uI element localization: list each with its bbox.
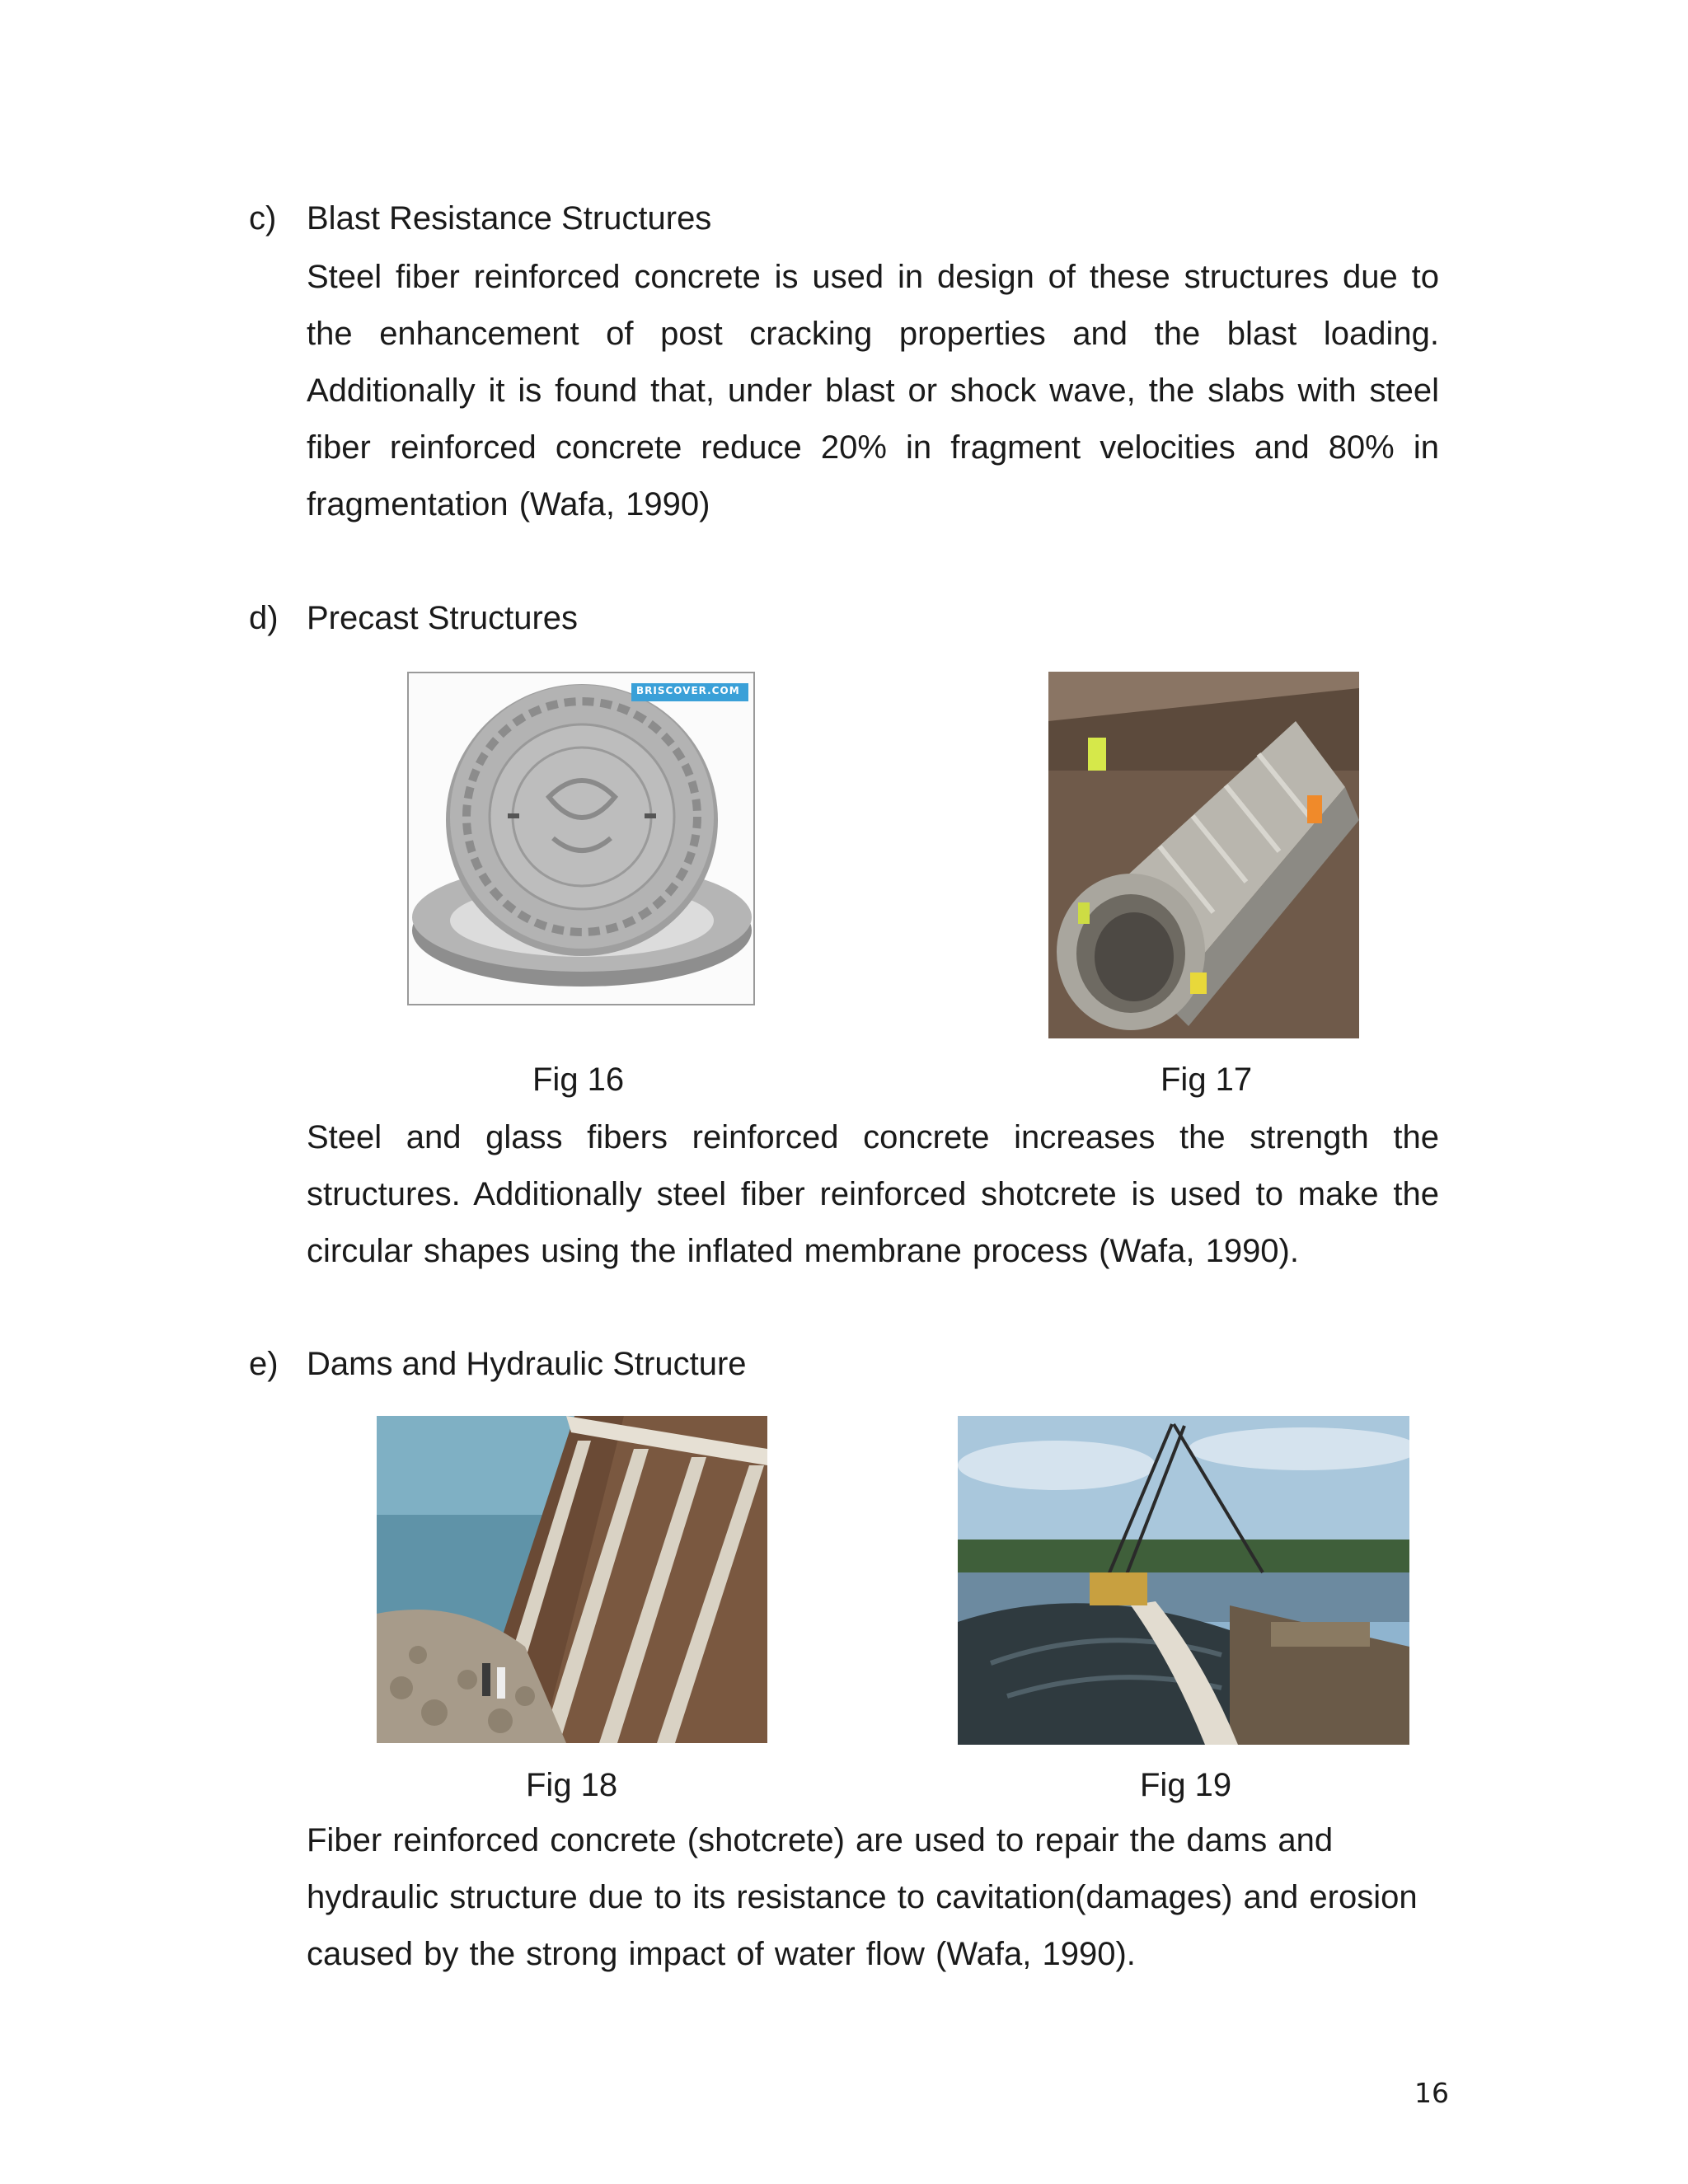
figure-18-dam-buttress-image <box>377 1416 767 1743</box>
figure-16-watermark: BRISCOVER.COM <box>636 685 740 696</box>
section-e-paragraph: Fiber reinforced concrete (shotcrete) are used to repair the dams and hydraulic structure due to its resistance to cavitation(damages) and erosion caused by the strong impact of water flow (Wafa, 1990). <box>307 1822 1418 1972</box>
section-c-paragraph: Steel fiber reinforced concrete is used in design of these structures due to the enhancement of post cracking properties and the blast loading. Additionally it is found that, under blast or shock wave, the slabs with steel fiber reinforced concrete reduce 20% in fragment velocities and 80% in fragmentation (Wafa, 1990) <box>307 259 1439 523</box>
section-c-title: Blast Resistance Structures <box>307 200 712 237</box>
figure-18-caption: Fig 18 <box>526 1767 618 1803</box>
page-number: 16 <box>1414 2077 1449 2109</box>
section-c-letter: c) <box>249 200 277 237</box>
section-e-title: Dams and Hydraulic Structure <box>307 1346 747 1382</box>
section-e-letter: e) <box>249 1346 279 1382</box>
section-d-title: Precast Structures <box>307 600 579 636</box>
figure-16-manhole-cover-image <box>407 672 755 1005</box>
section-e-heading <box>249 1344 991 1384</box>
section-d-letter: d) <box>249 600 279 636</box>
figure-19-dam-repair-image <box>958 1416 1409 1745</box>
figure-17-caption: Fig 17 <box>1160 1062 1253 1098</box>
section-d-heading <box>249 598 991 638</box>
section-c-heading <box>249 199 991 238</box>
figure-19-caption: Fig 19 <box>1140 1767 1232 1803</box>
figure-17-concrete-pipe-image <box>1048 672 1359 1038</box>
figure-16-caption: Fig 16 <box>532 1062 625 1098</box>
section-d-paragraph: Steel and glass fibers reinforced concrete increases the strength the structures. Additionally steel fiber reinforced shotcrete is used to make the circular shapes using the inflated membrane process (Wafa, 1990). <box>307 1119 1439 1269</box>
